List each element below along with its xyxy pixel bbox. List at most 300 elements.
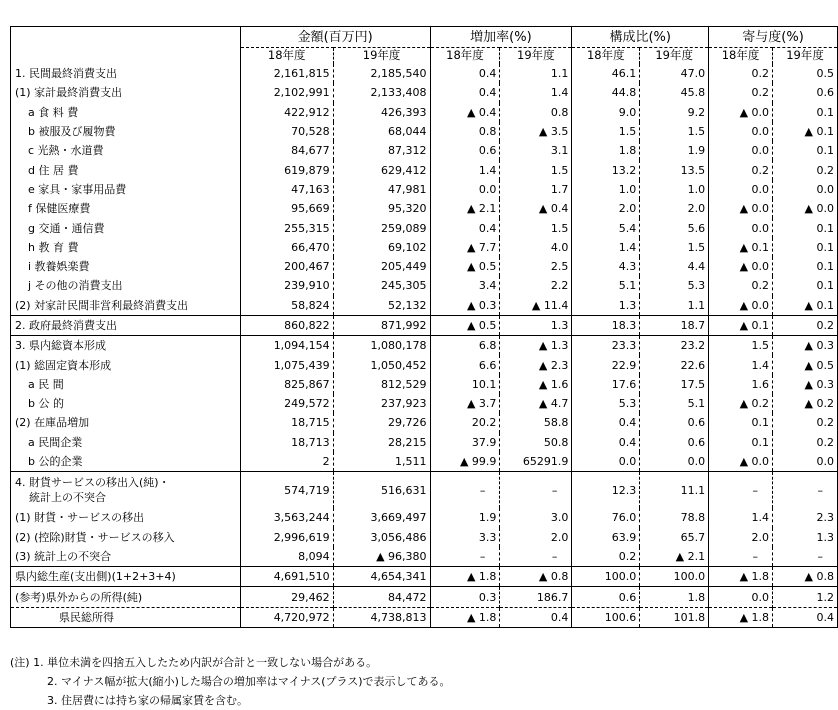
footnote-2: 2. マイナス幅が拡大(縮小)した場合の増加率はマイナス(プラス)で表示してある。 [47,675,451,688]
table-cell: 619,879 [240,160,333,179]
table-cell: ▲ 0.5 [773,355,838,374]
row-label-text: a 食 料 費 [28,105,79,119]
table-cell: 87,312 [333,141,430,160]
table-cell: 17.6 [572,375,640,394]
table-cell: 0.1 [773,238,838,257]
table-row [11,83,838,102]
table-cell: 259,089 [333,218,430,237]
table-cell: 239,910 [240,276,333,295]
table-cell: 84,677 [240,141,333,160]
table-row [11,607,838,627]
table-cell: 825,867 [240,375,333,394]
table-cell: ▲ 0.4 [500,199,572,218]
table-cell: 4.3 [572,257,640,276]
table-cell: ▲ 0.5 [430,257,500,276]
table-cell: 1.8 [640,587,709,607]
table-cell: ▲ 0.3 [430,296,500,316]
row-label [11,587,241,607]
table-cell: 0.6 [640,413,709,432]
table-row [11,472,838,509]
table-cell: ▲ 3.7 [430,394,500,413]
table-cell: 0.2 [709,160,773,179]
table-cell: 13.5 [640,160,709,179]
table-cell: ▲ 3.5 [500,122,572,141]
table-cell: 17.5 [640,375,709,394]
table-cell: 0.1 [709,413,773,432]
table-cell: 95,669 [240,199,333,218]
table-cell: 45.8 [640,83,709,102]
table-cell: 1,094,154 [240,336,333,356]
table-cell: 3.4 [430,276,500,295]
row-label [11,528,241,547]
table-cell: 0.6 [640,433,709,452]
table-row [11,528,838,547]
table-cell: 0.0 [709,180,773,199]
table-cell: 0.4 [773,607,838,627]
table-cell: 0.2 [709,276,773,295]
table-cell: 0.4 [572,433,640,452]
table-row [11,433,838,452]
table-cell: 3.1 [500,141,572,160]
row-label-text: (1) 財貨・サービスの移出 [15,511,145,525]
table-cell: 205,449 [333,257,430,276]
table-cell: ▲ 1.8 [430,567,500,587]
table-cell: 0.0 [709,122,773,141]
table-cell: 0.4 [572,413,640,432]
table-row [11,355,838,374]
table-cell: 1.4 [430,160,500,179]
table-cell: ▲ 0.8 [500,567,572,587]
table-cell: 812,529 [333,375,430,394]
row-label-text: d 住 居 費 [28,163,79,177]
row-label-text: 県民総所得 [59,610,114,624]
footnotes [10,653,451,710]
table-cell: 2.3 [773,508,838,527]
table-cell: 2.5 [500,257,572,276]
table-row [11,375,838,394]
table-cell: 249,572 [240,394,333,413]
table-cell: 6.6 [430,355,500,374]
table-cell: 10.1 [430,375,500,394]
table-cell: 2.0 [640,199,709,218]
table-cell: 1.4 [572,238,640,257]
table-cell: 0.2 [773,160,838,179]
table-cell: 1.3 [572,296,640,316]
row-label-text: (1) 総固定資本形成 [15,358,112,372]
row-label-text: a 民間企業 [28,435,83,449]
table-row [11,103,838,122]
row-label [11,276,241,295]
table-cell: ▲ 1.8 [709,607,773,627]
table-cell: 18,715 [240,413,333,432]
header-year: 18年度 [709,48,773,65]
table-row [11,452,838,472]
row-label [11,508,241,527]
row-label-text: 県内総生産(支出側)(1+2+3+4) [15,570,176,584]
table-cell: 1,511 [333,452,430,472]
table-row [11,587,838,607]
row-label-text: g 交通・通信費 [28,221,105,235]
table-cell: 70,528 [240,122,333,141]
table-cell: 426,393 [333,103,430,122]
row-label [11,433,241,452]
table-cell: – [773,472,838,509]
table-cell: 0.0 [709,141,773,160]
table-cell: 0.4 [430,83,500,102]
table-cell: 3,563,244 [240,508,333,527]
table-cell: 0.2 [773,413,838,432]
header-composition: 構成比(%) [572,27,709,48]
header-contribution: 寄与度(%) [709,27,838,48]
row-label [11,83,241,102]
table-cell: 28,215 [333,433,430,452]
table-cell: 9.0 [572,103,640,122]
row-label-text: (2) (控除)財貨・サービスの移入 [15,530,175,544]
table-row [11,413,838,432]
row-label [11,607,241,627]
row-label [11,452,241,472]
header-row-groups [11,27,838,48]
table-cell: 1.1 [500,64,572,83]
table-cell: 4,691,510 [240,567,333,587]
table-cell: 1.7 [500,180,572,199]
table-cell: 66,470 [240,238,333,257]
gdp-expenditure-table [10,26,838,628]
header-year: 19年度 [500,48,572,65]
table-cell: 0.5 [773,64,838,83]
table-cell: 2,185,540 [333,64,430,83]
table-cell: 63.9 [572,528,640,547]
table-cell: 47,163 [240,180,333,199]
table-cell: 5.1 [572,276,640,295]
table-cell: 0.0 [773,452,838,472]
table-row [11,64,838,83]
row-label-text: i 教養娯楽費 [28,260,90,274]
table-row [11,180,838,199]
table-cell: 422,912 [240,103,333,122]
table-cell: 186.7 [500,587,572,607]
table-row [11,141,838,160]
table-row [11,567,838,587]
table-cell: 44.8 [572,83,640,102]
row-label [11,547,241,567]
table-cell: ▲ 4.7 [500,394,572,413]
table-cell: ▲ 96,380 [333,547,430,567]
row-label [11,413,241,432]
row-label-text: (参考)県外からの所得(純) [15,590,143,604]
table-cell: 0.6 [773,83,838,102]
table-cell: 9.2 [640,103,709,122]
table-cell: 11.1 [640,472,709,509]
table-cell: 0.1 [773,276,838,295]
table-cell: 1.4 [709,355,773,374]
table-cell: 4.4 [640,257,709,276]
table-cell: 23.2 [640,336,709,356]
table-cell: 1.5 [709,336,773,356]
row-label [11,218,241,237]
table-cell: 1.3 [500,315,572,335]
table-row [11,218,838,237]
row-label [11,180,241,199]
row-label-text: b 公的企業 [28,455,83,469]
table-cell: 4.0 [500,238,572,257]
row-label [11,375,241,394]
table-cell: 871,992 [333,315,430,335]
table-cell: ▲ 7.7 [430,238,500,257]
table-cell: 5.1 [640,394,709,413]
table-cell: 1.2 [773,587,838,607]
row-label-text: e 家具・家事用品費 [28,182,127,196]
row-label-text: (3) 統計上の不突合 [15,549,112,563]
table-cell: 100.6 [572,607,640,627]
table-cell: 0.8 [500,103,572,122]
table-cell: 8,094 [240,547,333,567]
table-row [11,394,838,413]
table-cell: 1.5 [500,160,572,179]
footnote-1: (注) 1. 単位未満を四捨五入したため内訳が合計と一致しない場合がある。 [10,656,378,669]
table-cell: 0.6 [572,587,640,607]
table-cell: 1,050,452 [333,355,430,374]
row-label [11,141,241,160]
table-cell: 29,462 [240,587,333,607]
table-cell: 2.2 [500,276,572,295]
table-cell: 2,133,408 [333,83,430,102]
table-cell: ▲ 0.0 [709,103,773,122]
table-cell: 0.2 [773,315,838,335]
table-cell: 1.5 [500,218,572,237]
row-label-text: (2) 在庫品増加 [15,416,90,430]
table-cell: ▲ 0.4 [430,103,500,122]
table-cell: 0.1 [773,218,838,237]
table-row [11,508,838,527]
header-year: 19年度 [773,48,838,65]
table-cell: 574,719 [240,472,333,509]
table-cell: 0.0 [773,180,838,199]
row-label [11,238,241,257]
table-cell: ▲ 0.0 [709,199,773,218]
table-cell: 2,102,991 [240,83,333,102]
table-cell: 4,720,972 [240,607,333,627]
table-cell: 47.0 [640,64,709,83]
table-row [11,547,838,567]
table-cell: 78.8 [640,508,709,527]
header-growth-rate: 増加率(%) [430,27,572,48]
row-label-text: c 光熱・水道費 [28,144,104,158]
table-cell: – [709,547,773,567]
row-label-text: f 保健医療費 [28,202,91,216]
table-cell: ▲ 0.2 [709,394,773,413]
table-cell: ▲ 0.3 [773,375,838,394]
table-cell: 1.0 [640,180,709,199]
row-label [11,315,241,335]
table-cell: 1.1 [640,296,709,316]
table-cell: ▲ 11.4 [500,296,572,316]
table-cell: 101.8 [640,607,709,627]
table-cell: 2.0 [500,528,572,547]
table-cell: ▲ 0.0 [709,452,773,472]
table-cell: – [773,547,838,567]
table-cell: 69,102 [333,238,430,257]
row-label-text: a 民 間 [28,377,64,391]
table-cell: 3,056,486 [333,528,430,547]
table-cell: 18.7 [640,315,709,335]
table-cell: 0.0 [709,218,773,237]
row-label [11,199,241,218]
table-row [11,296,838,316]
table-cell: 1.9 [640,141,709,160]
table-cell: 13.2 [572,160,640,179]
table-cell: 1.5 [640,238,709,257]
table-cell: 0.4 [500,607,572,627]
footnote-3: 3. 住居費には持ち家の帰属家賃を含む。 [47,694,248,707]
table-cell: 245,305 [333,276,430,295]
table-cell: 65.7 [640,528,709,547]
table-cell: ▲ 99.9 [430,452,500,472]
table-cell: 50.8 [500,433,572,452]
table-cell: 100.0 [572,567,640,587]
row-label-text: 3. 県内総資本形成 [15,339,106,353]
header-year: 18年度 [572,48,640,65]
header-blank-cell [11,27,241,65]
table-cell: 0.2 [709,64,773,83]
row-label-text: b 公 的 [28,397,64,411]
table-row [11,199,838,218]
table-cell: 0.2 [773,433,838,452]
table-cell: 0.0 [640,452,709,472]
header-year: 18年度 [430,48,500,65]
table-cell: ▲ 0.5 [430,315,500,335]
table-cell: 629,412 [333,160,430,179]
table-cell: 1.6 [709,375,773,394]
table-cell: 22.9 [572,355,640,374]
table-cell: 5.3 [572,394,640,413]
table-cell: – [500,472,572,509]
table-cell: 76.0 [572,508,640,527]
table-cell: 0.1 [773,257,838,276]
table-cell: ▲ 2.3 [500,355,572,374]
table-cell: 29,726 [333,413,430,432]
row-label-text: j その他の消費支出 [28,279,123,293]
table-cell: ▲ 1.8 [709,567,773,587]
table-cell: 0.2 [572,547,640,567]
row-label-text-line2: 統計上の不突合 [29,491,106,505]
table-cell: – [430,547,500,567]
table-cell: 0.8 [430,122,500,141]
table-cell: 0.3 [430,587,500,607]
table-cell: 100.0 [640,567,709,587]
row-label-text: b 被服及び履物費 [28,125,116,139]
table-cell: 4,654,341 [333,567,430,587]
table-cell: 0.4 [430,64,500,83]
row-label-text: 2. 政府最終消費支出 [15,319,117,332]
table-cell: – [500,547,572,567]
table-cell: 1.0 [572,180,640,199]
table-cell: 3.3 [430,528,500,547]
table-cell: 47,981 [333,180,430,199]
table-cell: 1,080,178 [333,336,430,356]
table-row [11,238,838,257]
table-cell: ▲ 0.1 [709,315,773,335]
header-year: 18年度 [240,48,333,65]
table-cell: – [430,472,500,509]
table-cell: 0.0 [430,180,500,199]
table-cell: 1.4 [709,508,773,527]
header-amount: 金額(百万円) [240,27,430,48]
table-cell: 2 [240,452,333,472]
row-label-text: 4. 財貨サービスの移出入(純)・ [15,476,170,490]
table-cell: 0.0 [709,587,773,607]
table-cell: 2.0 [709,528,773,547]
table-row [11,160,838,179]
table-cell: 1,075,439 [240,355,333,374]
row-label [11,296,241,316]
table-cell: 18,713 [240,433,333,452]
table-cell: 2.0 [572,199,640,218]
table-cell: 860,822 [240,315,333,335]
table-cell: 1.4 [500,83,572,102]
table-cell: 1.5 [572,122,640,141]
table-cell: ▲ 0.1 [773,296,838,316]
table-cell: 3,669,497 [333,508,430,527]
table-cell: 0.1 [773,103,838,122]
table-cell: 2,996,619 [240,528,333,547]
row-label [11,103,241,122]
table-cell: 65291.9 [500,452,572,472]
table-cell: ▲ 2.1 [430,199,500,218]
table-cell: ▲ 0.1 [709,238,773,257]
table-row [11,257,838,276]
table-cell: 84,472 [333,587,430,607]
row-label [11,394,241,413]
table-cell: – [709,472,773,509]
header-year: 19年度 [640,48,709,65]
table-cell: ▲ 0.1 [773,122,838,141]
row-label-text: h 教 育 費 [28,240,79,254]
table-cell: ▲ 1.8 [430,607,500,627]
table-cell: ▲ 1.6 [500,375,572,394]
table-cell: 0.2 [709,83,773,102]
table-cell: 2,161,815 [240,64,333,83]
table-cell: 255,315 [240,218,333,237]
table-cell: 46.1 [572,64,640,83]
table-cell: 58.8 [500,413,572,432]
table-cell: 1.8 [572,141,640,160]
table-cell: ▲ 1.3 [500,336,572,356]
table-cell: 37.9 [430,433,500,452]
table-cell: 516,631 [333,472,430,509]
table-row [11,315,838,335]
row-label [11,355,241,374]
table-cell: 23.3 [572,336,640,356]
table-cell: ▲ 0.3 [773,336,838,356]
table-cell: ▲ 2.1 [640,547,709,567]
table-cell: ▲ 0.2 [773,394,838,413]
table-cell: 6.8 [430,336,500,356]
table-cell: ▲ 0.8 [773,567,838,587]
table-cell: 1.9 [430,508,500,527]
table-cell: 3.0 [500,508,572,527]
row-label-text: 1. 民間最終消費支出 [15,67,117,81]
row-label [11,160,241,179]
table-cell: 68,044 [333,122,430,141]
table-cell: 0.6 [430,141,500,160]
table-row [11,122,838,141]
table-cell: 5.3 [640,276,709,295]
row-label [11,122,241,141]
table-cell: 22.6 [640,355,709,374]
row-label [11,336,241,356]
table-cell: 0.1 [709,433,773,452]
